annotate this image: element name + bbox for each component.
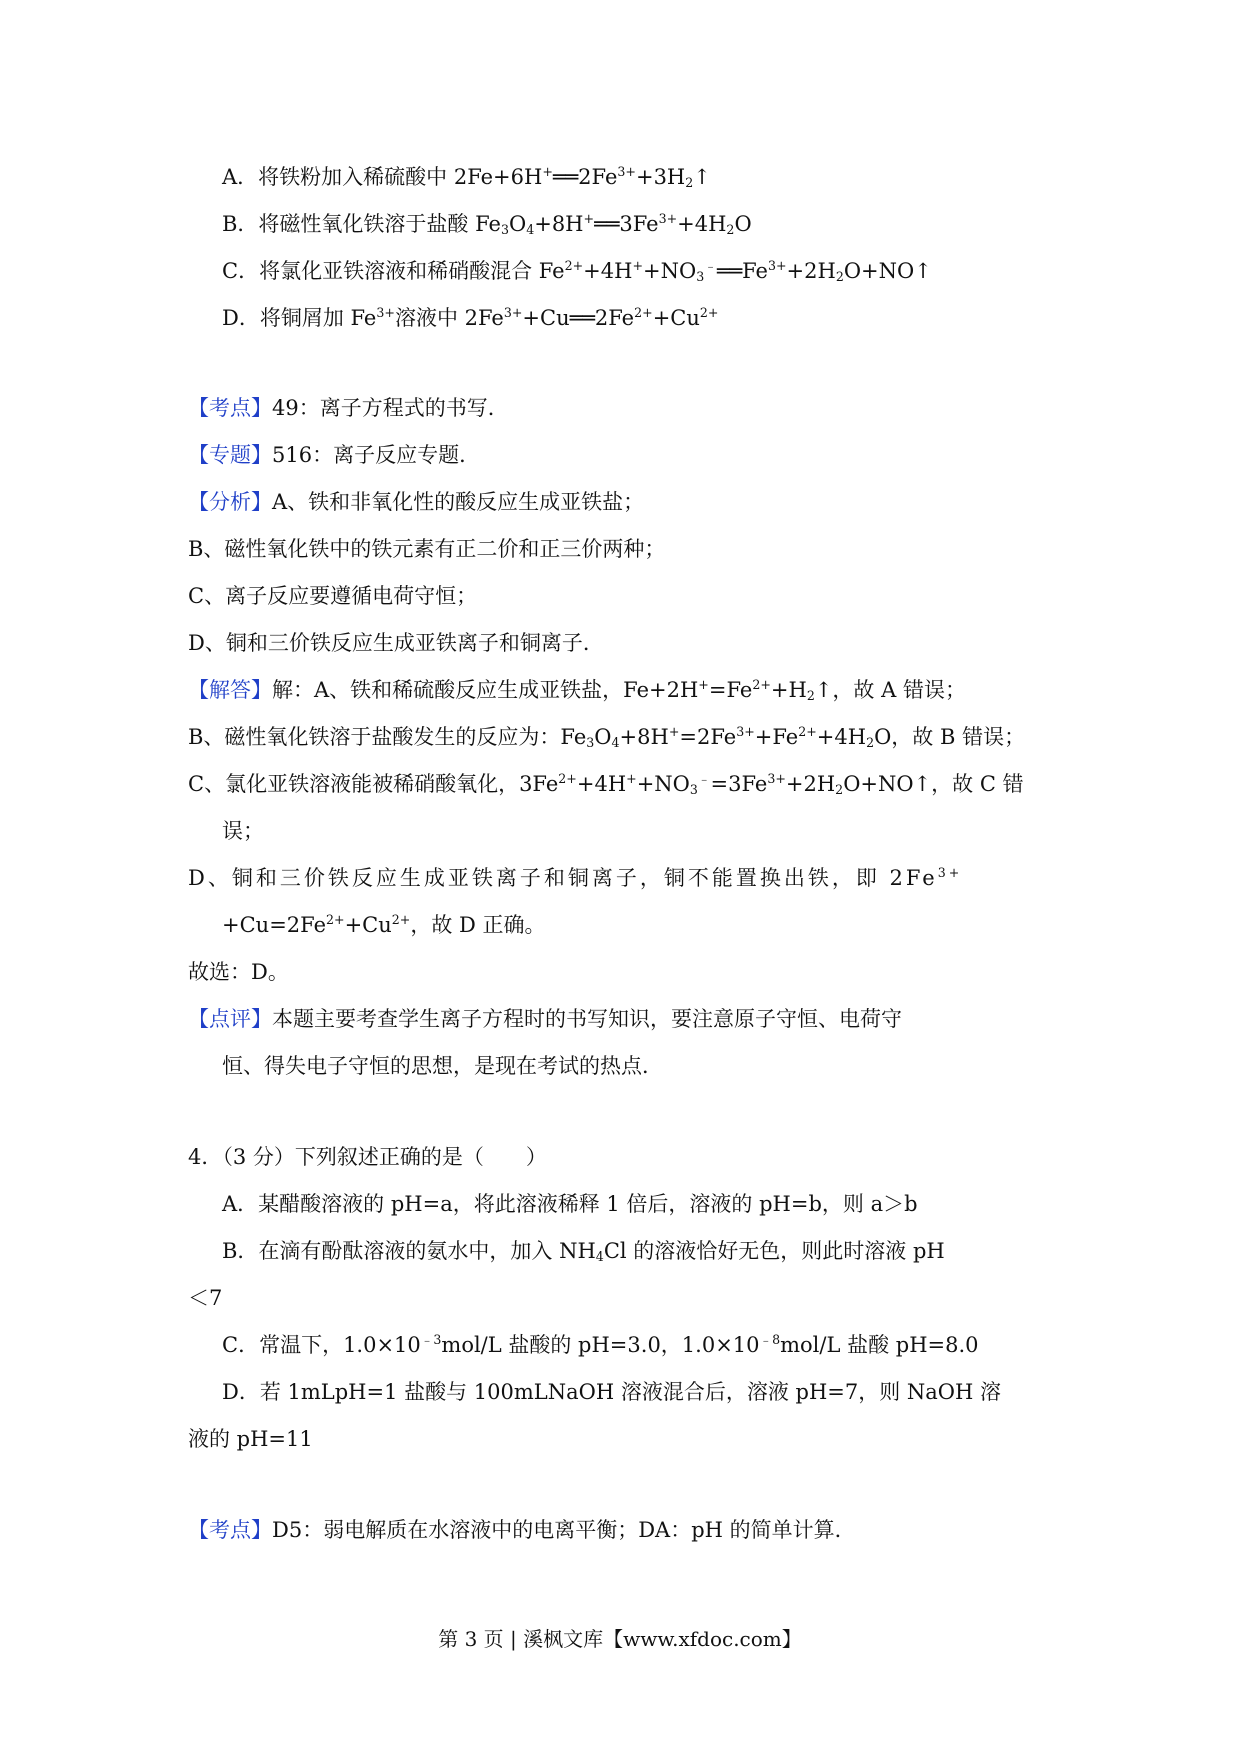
option-d: D．将铜屑加 $Fe^{3+}$溶液中 $2Fe^{3+}+Cu══2Fe^{2+}+Cu^{2+}$ — [222, 305, 719, 330]
fenxi-tag: 【分析】 — [188, 490, 272, 514]
jieda-line-a: 【解答】解：A、铁和稀硫酸反应生成亚铁盐，$Fe+2H^+=Fe^{2+}+H_2↑$，故 A 错误； — [188, 677, 966, 704]
q4-option-b: B．在滴有酚酞溶液的氨水中，加入 $NH_4Cl$ 的溶液恰好无色，则此时溶液 pH — [222, 1239, 945, 1265]
fenxi-line: 【分析】A、铁和非氧化性的酸反应生成亚铁盐； — [188, 490, 645, 514]
q4-option-a: A．某醋酸溶液的 pH=a，将此溶液稀释 1 倍后，溶液的 pH=b，则 a＞b — [222, 1192, 918, 1216]
q4-kaodian-tag: 【考点】 — [188, 1518, 272, 1542]
option-b: B．将磁性氧化铁溶于盐酸 $Fe_3O_4+8H^+══3Fe^{3+}+4H_2O$ — [222, 211, 752, 238]
dianping-line: 【点评】本题主要考查学生离子方程时的书写知识，要注意原子守恒、电荷守 — [188, 1007, 902, 1031]
jieda-line-c: C、氯化亚铁溶液能被稀硝酸氧化，$3Fe^{2+}+4H^++NO_3^﹣=3Fe^{3+}+2H_2O+NO↑$，故 C 错 — [188, 771, 1024, 798]
jieda-line-d-cont: $+Cu=2Fe^{2+}+Cu^{2+}$，故 D 正确。 — [222, 912, 546, 937]
zhuanti-line: 【专题】516：离子反应专题． — [188, 443, 481, 467]
q4-option-b-cont: ＜7 — [188, 1286, 223, 1310]
q4-option-d-cont: 液的 pH=11 — [188, 1427, 313, 1451]
q4-option-d: D．若 1mLpH=1 盐酸与 100mLNaOH 溶液混合后，溶液 pH=7，则 NaOH 溶 — [222, 1380, 1001, 1404]
option-c: C．将氯化亚铁溶液和稀硝酸混合 $Fe^{2+}+4H^++NO_3^﹣══Fe^{3+}+2H_2O+NO↑$ — [222, 258, 932, 285]
fenxi-d: D、铜和三价铁反应生成亚铁离子和铜离子． — [188, 631, 604, 655]
question-4-stem: 4．（3 分）下列叙述正确的是（ ） — [188, 1145, 547, 1169]
jieda-tag: 【解答】 — [188, 678, 272, 702]
q4-option-c: C．常温下，$1.0\times 10^{﹣3}mol/L$ 盐酸的 pH=3.0，$1.0\times 10^{﹣8}mol/L$ 盐酸 pH=8.0 — [222, 1332, 979, 1357]
dianping-line-cont: 恒、得失电子守恒的思想，是现在考试的热点． — [222, 1054, 663, 1078]
option-a: A．将铁粉加入稀硫酸中 $2Fe+6H^+══2Fe^{3+}+3H_2↑$ — [222, 164, 711, 191]
kaodian-tag: 【考点】 — [188, 396, 272, 420]
page-footer: 第 3 页 | 溪枫文库【www.xfdoc.com】 — [438, 1627, 802, 1651]
answer-choice: 故选：D。 — [188, 960, 289, 984]
dianping-tag: 【点评】 — [188, 1007, 272, 1031]
jieda-line-b: B、磁性氧化铁溶于盐酸发生的反应为：$Fe_3O_4+8H^+=2Fe^{3+}+Fe^{2+}+4H_2O$，故 B 错误； — [188, 724, 1026, 751]
kaodian-line: 【考点】49：离子方程式的书写． — [188, 396, 509, 420]
q4-kaodian-line: 【考点】D5：弱电解质在水溶液中的电离平衡；DA：pH 的简单计算． — [188, 1518, 856, 1542]
fenxi-c: C、离子反应要遵循电荷守恒； — [188, 584, 478, 608]
jieda-line-c-cont: 误； — [222, 819, 264, 843]
zhuanti-tag: 【专题】 — [188, 443, 272, 467]
jieda-line-d: D、铜和三价铁反应生成亚铁离子和铜离子，铜不能置换出铁，即 $2Fe^{3+}$ — [188, 865, 963, 890]
fenxi-b: B、磁性氧化铁中的铁元素有正二价和正三价两种； — [188, 537, 666, 561]
